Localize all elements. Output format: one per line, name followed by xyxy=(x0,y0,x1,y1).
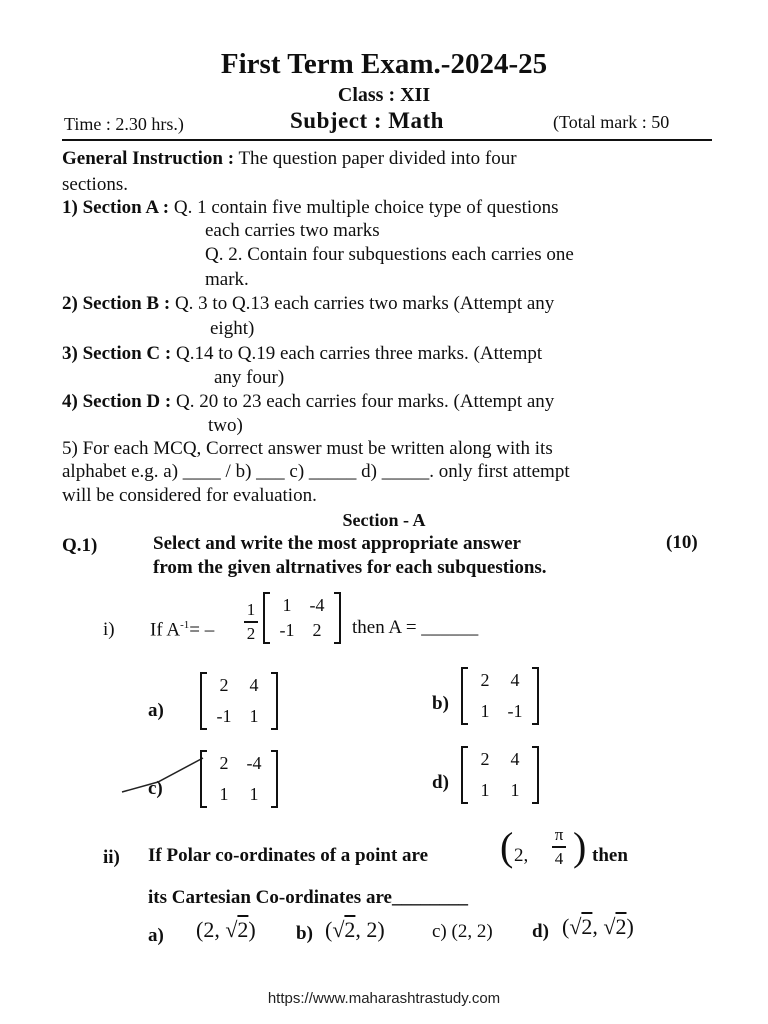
section-b-instruction xyxy=(62,293,554,315)
q1-i-number: i) xyxy=(103,619,115,640)
matrix-bracket-right xyxy=(271,750,278,808)
matrix-cell: 1 xyxy=(510,780,520,800)
q1-i-option-d-matrix xyxy=(461,746,539,804)
matrix-bracket-right xyxy=(271,672,278,730)
section-b-label: 2) Section B : xyxy=(62,293,171,314)
exam-title: First Term Exam.-2024-25 xyxy=(220,48,548,80)
option-value: 2 xyxy=(237,917,249,942)
q1-i-option-c-matrix xyxy=(200,750,278,808)
matrix-cell: 4 xyxy=(249,675,259,695)
general-instruction-label: General Instruction : xyxy=(62,148,235,169)
q1-i-prefix-text: If A xyxy=(150,619,181,641)
q1-i-option-a-label: a) xyxy=(148,700,164,721)
section-c-text: Q.14 to Q.19 each carries three marks. (Attempt xyxy=(171,343,543,364)
matrix-cell: -4 xyxy=(246,753,262,773)
section-c-instruction xyxy=(62,343,542,365)
matrix-cell: 4 xyxy=(510,670,520,690)
q1-ii-option-d: (√2, √2) xyxy=(562,914,634,939)
q1-ii-text2: its Cartesian Co-ordinates are________ xyxy=(148,887,468,908)
q1-ii-polar-num: π xyxy=(554,825,564,844)
q1-ii-then: then xyxy=(592,845,628,866)
matrix-cell: 1 xyxy=(219,784,229,804)
q1-i-eq: = – xyxy=(189,619,215,641)
matrix-bracket-left xyxy=(200,672,207,730)
footer-url: https://www.maharashtrastudy.com xyxy=(267,990,501,1007)
section-a-label: 1) Section A : xyxy=(62,197,170,218)
option-value: , 2 xyxy=(355,917,378,942)
matrix-cell: 1 xyxy=(480,780,490,800)
matrix-cell: -4 xyxy=(309,595,325,615)
section-a-line2: each carries two marks xyxy=(205,220,380,241)
general-instruction-text: The question paper divided into four xyxy=(234,148,517,169)
matrix-cell: 2 xyxy=(312,620,322,640)
section-d-label: 4) Section D : xyxy=(62,391,172,412)
section-b-text: Q. 3 to Q.13 each carries two marks (Attempt any xyxy=(170,293,555,314)
q1-i-option-d-label: d) xyxy=(432,772,449,793)
fraction-bar xyxy=(244,621,258,623)
q1-ii-polar-r: 2, xyxy=(514,845,529,866)
matrix-cell: 1 xyxy=(480,701,490,721)
q1-i-option-a-matrix xyxy=(200,672,278,730)
q1-number: Q.1) xyxy=(62,535,98,556)
general-instruction-line2: sections. xyxy=(62,174,128,195)
matrix-cell: 2 xyxy=(480,749,490,769)
q1-ii-option-a-label: a) xyxy=(148,925,164,946)
q1-i-frac-num: 1 xyxy=(246,600,256,619)
q1-i-fraction xyxy=(244,600,258,644)
matrix-cell: 2 xyxy=(480,670,490,690)
section-a-instruction xyxy=(62,197,559,219)
total-marks-label: (Total mark : 50 xyxy=(553,112,670,132)
q1-i-inverse-matrix xyxy=(263,592,341,644)
option-value: 2, xyxy=(203,917,220,942)
section-d-instruction xyxy=(62,391,554,413)
matrix-bracket-right xyxy=(532,667,539,725)
matrix-bracket-right xyxy=(334,592,341,644)
q1-ii-polar-den: 4 xyxy=(554,848,564,868)
q1-i-suffix: then A = ______ xyxy=(352,617,479,638)
paren-close: ) xyxy=(573,824,587,869)
time-label: Time : 2.30 hrs.) xyxy=(64,114,184,134)
section-a-line4: mark. xyxy=(205,269,249,290)
section-c-line2: any four) xyxy=(214,367,285,388)
option-value: 2 xyxy=(581,914,593,939)
q1-ii-option-b-label: b) xyxy=(296,923,313,944)
q1-ii-option-d-label: d) xyxy=(532,921,549,942)
matrix-cell: -1 xyxy=(507,701,523,721)
matrix-cell: 1 xyxy=(249,784,259,804)
section-b-line2: eight) xyxy=(210,318,255,339)
general-instruction xyxy=(62,148,517,170)
section-d-line2: two) xyxy=(208,415,243,436)
q1-ii-option-c: c) (2, 2) xyxy=(432,921,493,942)
q1-ii-option-b: (√2, 2) xyxy=(325,917,385,942)
matrix-cell: 2 xyxy=(219,675,229,695)
matrix-cell: 1 xyxy=(249,706,259,726)
q1-i-frac-den: 2 xyxy=(246,623,256,643)
subject-label: Subject : Math xyxy=(290,108,444,133)
section-a-text: Q. 1 contain five multiple choice type of questions xyxy=(169,197,559,218)
mcq-instruction-line1: 5) For each MCQ, Correct answer must be written along with its xyxy=(62,438,553,459)
matrix-cell: 1 xyxy=(282,595,292,615)
q1-i-option-b-matrix xyxy=(461,667,539,725)
paren-open: ( xyxy=(500,824,514,869)
matrix-bracket-left xyxy=(200,750,207,808)
matrix-bracket-left xyxy=(461,667,468,725)
class-label: Class : XII xyxy=(337,84,431,106)
section-c-label: 3) Section C : xyxy=(62,343,172,364)
header-divider xyxy=(62,139,712,141)
q1-i-sup: -1 xyxy=(180,619,190,631)
q1-marks: (10) xyxy=(666,532,698,553)
fraction-bar xyxy=(552,846,566,848)
section-d-text: Q. 20 to 23 each carries four marks. (Attempt any xyxy=(171,391,555,412)
section-a-heading: Section - A xyxy=(342,510,426,530)
q1-ii-number: ii) xyxy=(103,847,120,868)
matrix-bracket-left xyxy=(461,746,468,804)
mcq-instruction-line3: will be considered for evaluation. xyxy=(62,485,317,506)
matrix-bracket-right xyxy=(532,746,539,804)
q1-text-line2: from the given altrnatives for each subquestions. xyxy=(153,557,547,578)
q1-text-line1: Select and write the most appropriate answer xyxy=(153,533,521,554)
matrix-cell: 2 xyxy=(219,753,229,773)
q1-i-prefix xyxy=(150,619,214,641)
q1-ii-text1: If Polar co-ordinates of a point are xyxy=(148,845,429,866)
mcq-instruction-line2: alphabet e.g. a) ____ / b) ___ c) _____ d) _____. only first attempt xyxy=(62,461,570,482)
matrix-cell: 4 xyxy=(510,749,520,769)
matrix-bracket-left xyxy=(263,592,270,644)
tick-mark-annotation xyxy=(118,752,208,797)
q1-ii-option-a: (2, √2) xyxy=(196,917,256,942)
q1-i-option-b-label: b) xyxy=(432,693,449,714)
q1-i-option-c-label: c) xyxy=(148,778,163,799)
option-value: 2 xyxy=(344,917,356,942)
q1-ii-polar-angle xyxy=(552,825,566,869)
section-a-line3: Q. 2. Contain four subquestions each carries one xyxy=(205,244,574,265)
option-value: 2 xyxy=(615,914,627,939)
matrix-cell: -1 xyxy=(279,620,295,640)
matrix-cell: -1 xyxy=(216,706,232,726)
